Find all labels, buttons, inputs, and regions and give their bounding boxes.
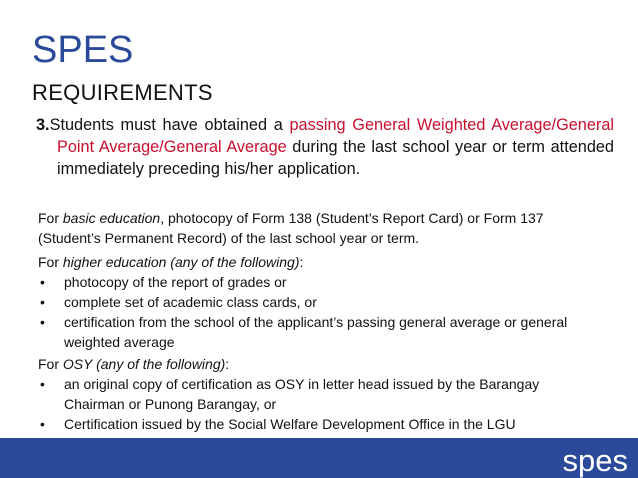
requirement-text-after: during the last school year or term attended immediately preceding his/her application.: [57, 138, 614, 178]
osy-heading: [38, 354, 598, 374]
slide-title: SPES: [32, 29, 134, 71]
requirement-highlight: passing General Weighted Average/General Point Average/General Average: [57, 116, 614, 156]
osy-emphasis: OSY (any of the following): [62, 356, 226, 372]
higher-education-heading: [38, 252, 598, 272]
basic-education-text: , photocopy of Form 138 (Student’s Report Card) or Form 137 (Student’s Permanent Record) of the last school year or term.: [38, 210, 544, 246]
higher-education-prefix: For: [38, 254, 63, 270]
osy-list: [38, 374, 598, 434]
footer-bar: [0, 438, 638, 478]
footer-logo-text: spes: [562, 443, 628, 478]
list-item: • photocopy of the report of grades or: [38, 272, 598, 292]
osy-section: [38, 354, 598, 434]
basic-education-prefix: For: [38, 210, 63, 226]
higher-education-list: [38, 272, 598, 352]
requirement-text-before: Students must have obtained a: [49, 116, 290, 134]
higher-education-emphasis: higher education (any of the following): [62, 254, 300, 270]
list-item: • Certification issued by the Social Welfare Development Office in the LGU: [38, 414, 598, 434]
higher-education-section: [38, 252, 598, 352]
requirement-number: 3.: [36, 116, 50, 134]
list-item: • certification from the school of the applicant’s passing general average or general weighted average: [38, 312, 598, 352]
basic-education-emphasis: basic education: [62, 210, 161, 226]
list-item: • an original copy of certification as OSY in letter head issued by the Barangay Chairman or Punong Barangay, or: [38, 374, 598, 414]
list-item: • complete set of academic class cards, or: [38, 292, 598, 312]
requirement-item-3: [36, 114, 614, 180]
osy-suffix: :: [225, 356, 230, 372]
osy-prefix: For: [38, 356, 63, 372]
higher-education-suffix: :: [299, 254, 304, 270]
basic-education-section: [38, 208, 598, 248]
basic-education-paragraph: [38, 208, 598, 248]
slide-subtitle: REQUIREMENTS: [32, 80, 213, 105]
